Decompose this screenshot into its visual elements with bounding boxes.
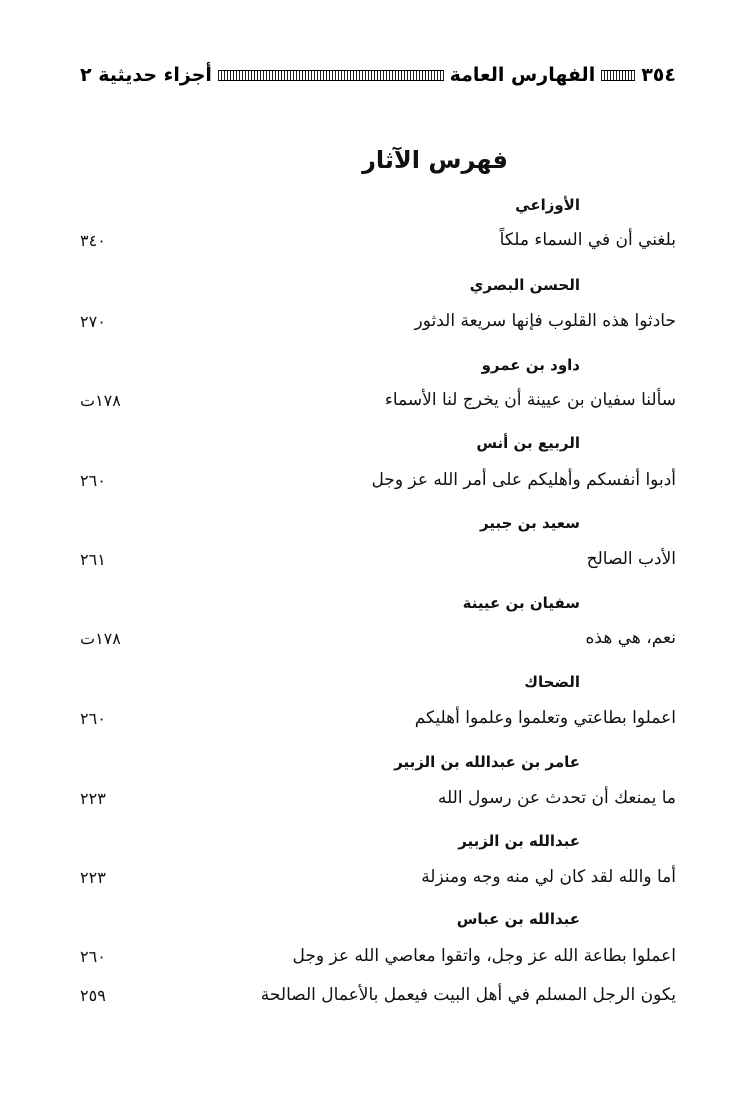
entry-text: نعم، هي هذه [585,628,676,648]
narrator-heading: عامر بن عبدالله بن الزبير [394,753,580,771]
narrator-heading: داود بن عمرو [481,356,580,374]
narrator-heading: الحسن البصري [469,276,580,294]
section-title: الفهارس العامة [449,64,596,86]
index-entry [80,946,676,966]
narrator-heading: الضحاك [524,673,580,691]
index-entry [80,985,676,1005]
narrator-heading: عبدالله بن عباس [456,910,580,928]
entry-page: ٢٥٩ [80,985,106,1005]
entry-text: أدبوا أنفسكم وأهليكم على أمر الله عز وجل [371,470,676,490]
entry-text: ما يمنعك أن تحدث عن رسول الله [437,788,676,808]
index-entry [80,628,676,648]
index-entry [80,867,676,887]
header-ornament-bar [601,70,635,81]
entry-page: ٢٦١ [80,549,106,569]
entry-page: ١٧٨ت [80,628,121,648]
entry-page: ٣٤٠ [80,230,106,250]
entry-page: ٢٦٠ [80,708,106,728]
page-title: فهرس الآثار [362,146,508,174]
entry-text: أما والله لقد كان لي منه وجه ومنزلة [421,867,676,887]
entry-page: ٢٢٣ [80,788,106,808]
narrator-heading: سعيد بن جبير [480,514,580,532]
index-entry [80,230,676,250]
entry-page: ٢٢٣ [80,867,106,887]
entry-text: سألنا سفيان بن عيينة أن يخرج لنا الأسماء [384,390,676,410]
narrator-heading: عبدالله بن الزبير [458,832,580,850]
entry-page: ١٧٨ت [80,390,121,410]
entry-text: حادثوا هذه القلوب فإنها سريعة الدثور [414,311,676,331]
entry-page: ٢٦٠ [80,946,106,966]
index-entry [80,549,676,569]
header-ornament-bar [218,70,444,81]
narrator-heading: الأوزاعي [515,196,580,214]
entry-text: بلغني أن في السماء ملكاً [499,230,676,250]
narrator-heading: الربيع بن أنس [476,434,580,452]
entry-page: ٢٦٠ [80,470,106,490]
index-entry [80,708,676,728]
entry-text: اعملوا بطاعة الله عز وجل، واتقوا معاصي الله عز وجل [292,946,676,966]
index-entry [80,311,676,331]
entry-text: يكون الرجل المسلم في أهل البيت فيعمل بالأعمال الصالحة [260,985,676,1005]
narrator-heading: سفيان بن عيينة [462,594,580,612]
page-number: ٣٥٤ [641,64,676,86]
index-entry [80,788,676,808]
entry-text: الأدب الصالح [586,549,676,569]
index-entry [80,390,676,410]
index-entry [80,470,676,490]
running-header [80,58,676,92]
book-title: أجزاء حديثية ٢ [80,64,212,86]
entry-page: ٢٧٠ [80,311,106,331]
entry-text: اعملوا بطاعتي وتعلموا وعلموا أهليكم [414,708,676,728]
